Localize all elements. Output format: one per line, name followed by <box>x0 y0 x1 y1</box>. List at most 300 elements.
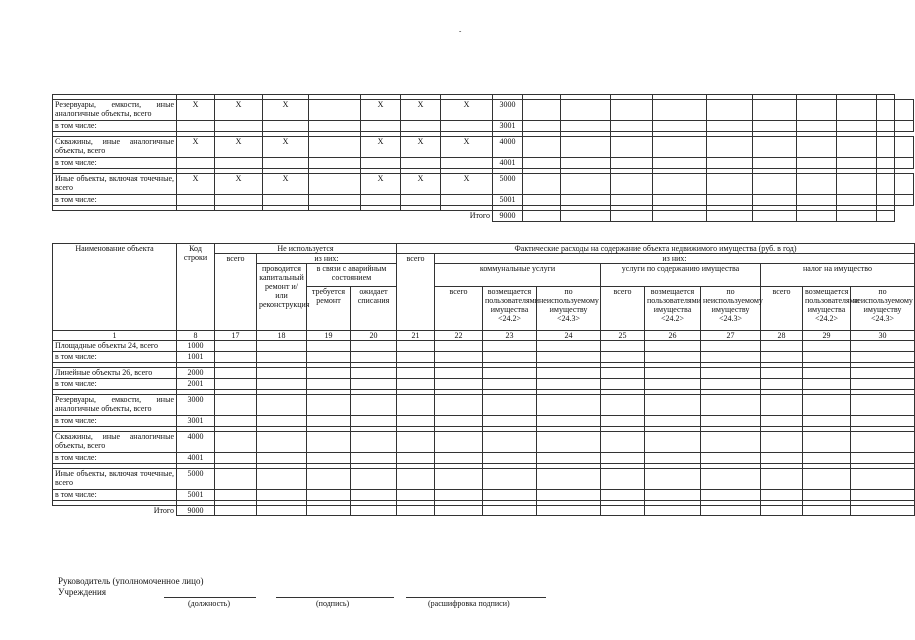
x-cell: X <box>441 100 493 121</box>
value-cell <box>707 195 753 206</box>
row-name: Скважины, иные аналогичные объекты, всего <box>53 432 177 453</box>
value-cell <box>797 137 837 158</box>
row-code: 5001 <box>493 195 523 206</box>
value-cell <box>611 195 653 206</box>
value-cell <box>803 416 851 427</box>
value-cell <box>257 432 307 453</box>
row-name: Линейные объекты 26, всего <box>53 368 177 379</box>
value-cell <box>851 341 915 352</box>
value-cell <box>215 506 257 516</box>
h-serv-reimb: возмещается пользователями имущества <24.2> <box>645 286 701 330</box>
value-cell <box>653 158 707 169</box>
col-num: 30 <box>851 331 915 341</box>
x-cell: X <box>361 174 401 195</box>
h-repair: проводится капитальный ремонт и/или реконструкция <box>257 264 307 331</box>
value-cell <box>761 432 803 453</box>
value-cell <box>397 469 435 490</box>
value-cell <box>307 379 351 390</box>
value-cell <box>645 416 701 427</box>
h-tax: налог на имущество <box>761 264 915 287</box>
value-cell <box>537 352 601 363</box>
table-row <box>53 490 915 501</box>
value-cell <box>397 432 435 453</box>
value-cell <box>537 368 601 379</box>
value-cell <box>215 490 257 501</box>
value-cell <box>257 416 307 427</box>
value-cell <box>701 352 761 363</box>
col-num: 1 <box>53 331 177 341</box>
h-serv-all: всего <box>601 286 645 330</box>
value-cell <box>483 506 537 516</box>
value-cell <box>761 368 803 379</box>
table-row <box>53 432 915 453</box>
x-cell <box>263 158 309 169</box>
value-cell <box>601 453 645 464</box>
line-sign <box>276 597 394 598</box>
value-cell <box>435 469 483 490</box>
value-cell <box>601 395 645 416</box>
value-cell <box>601 341 645 352</box>
value-cell <box>707 137 753 158</box>
value-cell <box>797 174 837 195</box>
row-code: 5000 <box>493 174 523 195</box>
row-code: 3000 <box>493 100 523 121</box>
x-cell <box>177 121 215 132</box>
value-cell <box>561 211 611 222</box>
value-cell <box>653 121 707 132</box>
x-cell <box>309 121 361 132</box>
value-cell <box>851 453 915 464</box>
x-cell <box>401 195 441 206</box>
value-cell <box>851 352 915 363</box>
value-cell <box>483 416 537 427</box>
value-cell <box>257 453 307 464</box>
value-cell <box>601 506 645 516</box>
row-name: в том числе: <box>53 352 177 363</box>
row-code: 2001 <box>177 379 215 390</box>
table-row <box>53 195 914 206</box>
h-serv: услуги по содержанию имущества <box>601 264 761 287</box>
value-cell <box>753 137 797 158</box>
total-label: Итого <box>469 211 490 220</box>
value-cell <box>653 174 707 195</box>
value-cell <box>561 100 611 121</box>
value-cell <box>257 506 307 516</box>
value-cell <box>753 121 797 132</box>
row-code: 1001 <box>177 352 215 363</box>
table-top <box>52 94 914 222</box>
value-cell <box>645 395 701 416</box>
x-cell: X <box>215 174 263 195</box>
x-cell <box>215 195 263 206</box>
h-comm-reimb: возмещается пользователями имущества <24.2> <box>483 286 537 330</box>
value-cell <box>803 352 851 363</box>
col-num: 19 <box>307 331 351 341</box>
h-name: Наименование объекта <box>53 244 177 331</box>
row-code: 4000 <box>493 137 523 158</box>
value-cell <box>645 453 701 464</box>
row-name: Скважины, иные аналогичные объекты, всего <box>53 137 177 158</box>
x-cell: X <box>215 137 263 158</box>
x-cell <box>309 174 361 195</box>
value-cell <box>351 506 397 516</box>
col-num: 27 <box>701 331 761 341</box>
h-code: Код строки <box>177 244 215 331</box>
x-cell: X <box>215 100 263 121</box>
value-cell <box>483 368 537 379</box>
value-cell <box>753 211 797 222</box>
value-cell <box>307 469 351 490</box>
value-cell <box>215 352 257 363</box>
value-cell <box>307 490 351 501</box>
value-cell <box>307 432 351 453</box>
table-row <box>53 453 915 464</box>
value-cell <box>483 395 537 416</box>
value-cell <box>523 195 561 206</box>
value-cell <box>611 121 653 132</box>
value-cell <box>397 506 435 516</box>
value-cell <box>435 416 483 427</box>
value-cell <box>537 395 601 416</box>
value-cell <box>483 379 537 390</box>
h-all-1: всего <box>215 254 257 331</box>
value-cell <box>537 469 601 490</box>
value-cell <box>601 368 645 379</box>
value-cell <box>707 100 753 121</box>
footer-sign: (подпись) <box>316 599 350 608</box>
line-pos <box>164 597 256 598</box>
value-cell <box>397 453 435 464</box>
value-cell <box>837 121 877 132</box>
value-cell <box>895 195 914 206</box>
value-cell <box>215 395 257 416</box>
table-row <box>53 352 915 363</box>
x-cell <box>361 195 401 206</box>
value-cell <box>537 416 601 427</box>
value-cell <box>307 453 351 464</box>
value-cell <box>851 469 915 490</box>
col-num: 24 <box>537 331 601 341</box>
value-cell <box>851 379 915 390</box>
h-comm: коммунальные услуги <box>435 264 601 287</box>
x-cell <box>263 195 309 206</box>
value-cell <box>537 490 601 501</box>
value-cell <box>877 137 895 158</box>
value-cell <box>701 341 761 352</box>
col-num: 8 <box>177 331 215 341</box>
value-cell <box>483 469 537 490</box>
value-cell <box>701 506 761 516</box>
total-label: Итого <box>153 506 174 515</box>
value-cell <box>561 158 611 169</box>
x-cell: X <box>263 100 309 121</box>
value-cell <box>803 341 851 352</box>
row-code: 3001 <box>177 416 215 427</box>
value-cell <box>653 100 707 121</box>
value-cell <box>645 490 701 501</box>
value-cell <box>653 195 707 206</box>
table-row <box>53 416 915 427</box>
table-row <box>53 137 914 158</box>
row-name: в том числе: <box>53 158 177 169</box>
value-cell <box>257 352 307 363</box>
value-cell <box>257 379 307 390</box>
col-num: 17 <box>215 331 257 341</box>
value-cell <box>761 469 803 490</box>
value-cell <box>435 506 483 516</box>
value-cell <box>701 490 761 501</box>
value-cell <box>851 395 915 416</box>
value-cell <box>435 341 483 352</box>
value-cell <box>523 100 561 121</box>
table-row <box>53 368 915 379</box>
row-name: Площадные объекты 24, всего <box>53 341 177 352</box>
value-cell <box>435 379 483 390</box>
value-cell <box>877 174 895 195</box>
value-cell <box>797 100 837 121</box>
value-cell <box>397 341 435 352</box>
value-cell <box>797 195 837 206</box>
value-cell <box>851 368 915 379</box>
row-name: в том числе: <box>53 121 177 132</box>
value-cell <box>851 490 915 501</box>
value-cell <box>611 100 653 121</box>
h-of-them-2: из них: <box>435 254 915 264</box>
value-cell <box>701 368 761 379</box>
value-cell <box>215 341 257 352</box>
x-cell: X <box>401 174 441 195</box>
value-cell <box>701 432 761 453</box>
value-cell <box>895 158 914 169</box>
h-comm-unused: по неиспользуемому имуществу <24.3> <box>537 286 601 330</box>
row-code: 4000 <box>177 432 215 453</box>
h-need-repair: требуется ремонт <box>307 286 351 330</box>
value-cell <box>397 395 435 416</box>
value-cell <box>611 137 653 158</box>
row-name: Резервуары, емкости, иные аналогичные объекты, всего <box>53 395 177 416</box>
col-num: 29 <box>803 331 851 341</box>
value-cell <box>351 395 397 416</box>
value-cell <box>837 158 877 169</box>
value-cell <box>435 352 483 363</box>
value-cell <box>895 137 914 158</box>
x-cell: X <box>361 137 401 158</box>
value-cell <box>537 506 601 516</box>
value-cell <box>803 395 851 416</box>
h-comm-all: всего <box>435 286 483 330</box>
value-cell <box>803 432 851 453</box>
x-cell <box>441 158 493 169</box>
value-cell <box>701 416 761 427</box>
row-name: в том числе: <box>53 490 177 501</box>
value-cell <box>877 211 895 222</box>
value-cell <box>483 453 537 464</box>
value-cell <box>435 395 483 416</box>
row-code: 2000 <box>177 368 215 379</box>
x-cell <box>215 121 263 132</box>
h-tax-unused: по неиспользуемому имуществу <24.3> <box>851 286 915 330</box>
row-name: Иные объекты, включая точечные, всего <box>53 469 177 490</box>
x-cell <box>441 195 493 206</box>
x-cell <box>263 121 309 132</box>
x-cell <box>215 158 263 169</box>
h-tax-reimb: возмещается пользователями имущества <24.2> <box>803 286 851 330</box>
row-name: в том числе: <box>53 379 177 390</box>
x-cell <box>309 158 361 169</box>
x-cell: X <box>441 137 493 158</box>
value-cell <box>435 368 483 379</box>
value-cell <box>257 341 307 352</box>
col-num: 18 <box>257 331 307 341</box>
x-cell: X <box>177 174 215 195</box>
row-code: 5000 <box>177 469 215 490</box>
value-cell <box>837 211 877 222</box>
value-cell <box>397 368 435 379</box>
value-cell <box>601 490 645 501</box>
value-cell <box>307 341 351 352</box>
value-cell <box>753 158 797 169</box>
line-decode <box>406 597 546 598</box>
value-cell <box>537 432 601 453</box>
value-cell <box>561 137 611 158</box>
x-cell <box>309 100 361 121</box>
total-code: 9000 <box>177 506 215 516</box>
value-cell <box>561 121 611 132</box>
value-cell <box>701 379 761 390</box>
value-cell <box>761 352 803 363</box>
col-num: 26 <box>645 331 701 341</box>
h-unused: Не используется <box>215 244 397 254</box>
value-cell <box>645 506 701 516</box>
value-cell <box>397 352 435 363</box>
row-name: в том числе: <box>53 195 177 206</box>
value-cell <box>215 432 257 453</box>
value-cell <box>701 395 761 416</box>
value-cell <box>307 416 351 427</box>
value-cell <box>523 211 561 222</box>
value-cell <box>851 432 915 453</box>
col-num: 23 <box>483 331 537 341</box>
value-cell <box>653 137 707 158</box>
row-code: 3000 <box>177 395 215 416</box>
footer-head: Руководитель (уполномоченное лицо) <box>58 576 204 586</box>
value-cell <box>601 379 645 390</box>
value-cell <box>761 490 803 501</box>
x-cell <box>177 195 215 206</box>
value-cell <box>257 469 307 490</box>
table-main <box>52 243 915 516</box>
col-num: 25 <box>601 331 645 341</box>
x-cell: X <box>177 137 215 158</box>
value-cell <box>307 368 351 379</box>
table-row <box>53 174 914 195</box>
x-cell: X <box>263 174 309 195</box>
table-row <box>53 341 915 352</box>
value-cell <box>753 174 797 195</box>
value-cell <box>523 174 561 195</box>
x-cell <box>401 158 441 169</box>
value-cell <box>483 352 537 363</box>
value-cell <box>601 432 645 453</box>
value-cell <box>307 506 351 516</box>
value-cell <box>895 174 914 195</box>
h-of-them-1: из них: <box>257 254 397 264</box>
value-cell <box>761 341 803 352</box>
value-cell <box>215 368 257 379</box>
value-cell <box>761 379 803 390</box>
value-cell <box>215 453 257 464</box>
x-cell <box>441 121 493 132</box>
table-row <box>53 100 914 121</box>
row-name: Резервуары, емкости, иные аналогичные объекты, всего <box>53 100 177 121</box>
h-tax-all: всего <box>761 286 803 330</box>
value-cell <box>645 352 701 363</box>
value-cell <box>803 490 851 501</box>
value-cell <box>877 195 895 206</box>
value-cell <box>397 416 435 427</box>
value-cell <box>307 352 351 363</box>
row-code: 4001 <box>177 453 215 464</box>
value-cell <box>761 416 803 427</box>
value-cell <box>215 379 257 390</box>
value-cell <box>351 453 397 464</box>
h-serv-unused: по неиспользуемому имуществу <24.3> <box>701 286 761 330</box>
value-cell <box>645 469 701 490</box>
table-row <box>53 121 914 132</box>
col-num: 21 <box>397 331 435 341</box>
value-cell <box>797 121 837 132</box>
value-cell <box>837 195 877 206</box>
value-cell <box>761 453 803 464</box>
footer-decode: (расшифровка подписи) <box>428 599 510 608</box>
value-cell <box>537 379 601 390</box>
value-cell <box>753 100 797 121</box>
value-cell <box>351 416 397 427</box>
col-num: 22 <box>435 331 483 341</box>
h-await: ожидает списания <box>351 286 397 330</box>
x-cell: X <box>177 100 215 121</box>
value-cell <box>351 490 397 501</box>
row-code: 5001 <box>177 490 215 501</box>
value-cell <box>645 379 701 390</box>
value-cell <box>761 506 803 516</box>
x-cell <box>309 137 361 158</box>
x-cell <box>401 121 441 132</box>
value-cell <box>611 174 653 195</box>
row-name: в том числе: <box>53 453 177 464</box>
x-cell: X <box>401 100 441 121</box>
value-cell <box>483 490 537 501</box>
value-cell <box>215 469 257 490</box>
row-code: 3001 <box>493 121 523 132</box>
value-cell <box>837 174 877 195</box>
value-cell <box>803 368 851 379</box>
value-cell <box>215 416 257 427</box>
value-cell <box>877 158 895 169</box>
total-code: 9000 <box>493 211 523 222</box>
value-cell <box>877 121 895 132</box>
value-cell <box>707 174 753 195</box>
table-row <box>53 379 915 390</box>
value-cell <box>561 195 611 206</box>
value-cell <box>257 395 307 416</box>
value-cell <box>837 137 877 158</box>
table-row <box>53 469 915 490</box>
value-cell <box>601 352 645 363</box>
x-cell: X <box>441 174 493 195</box>
col-num: 20 <box>351 331 397 341</box>
footer-inst: Учреждения <box>58 587 106 597</box>
